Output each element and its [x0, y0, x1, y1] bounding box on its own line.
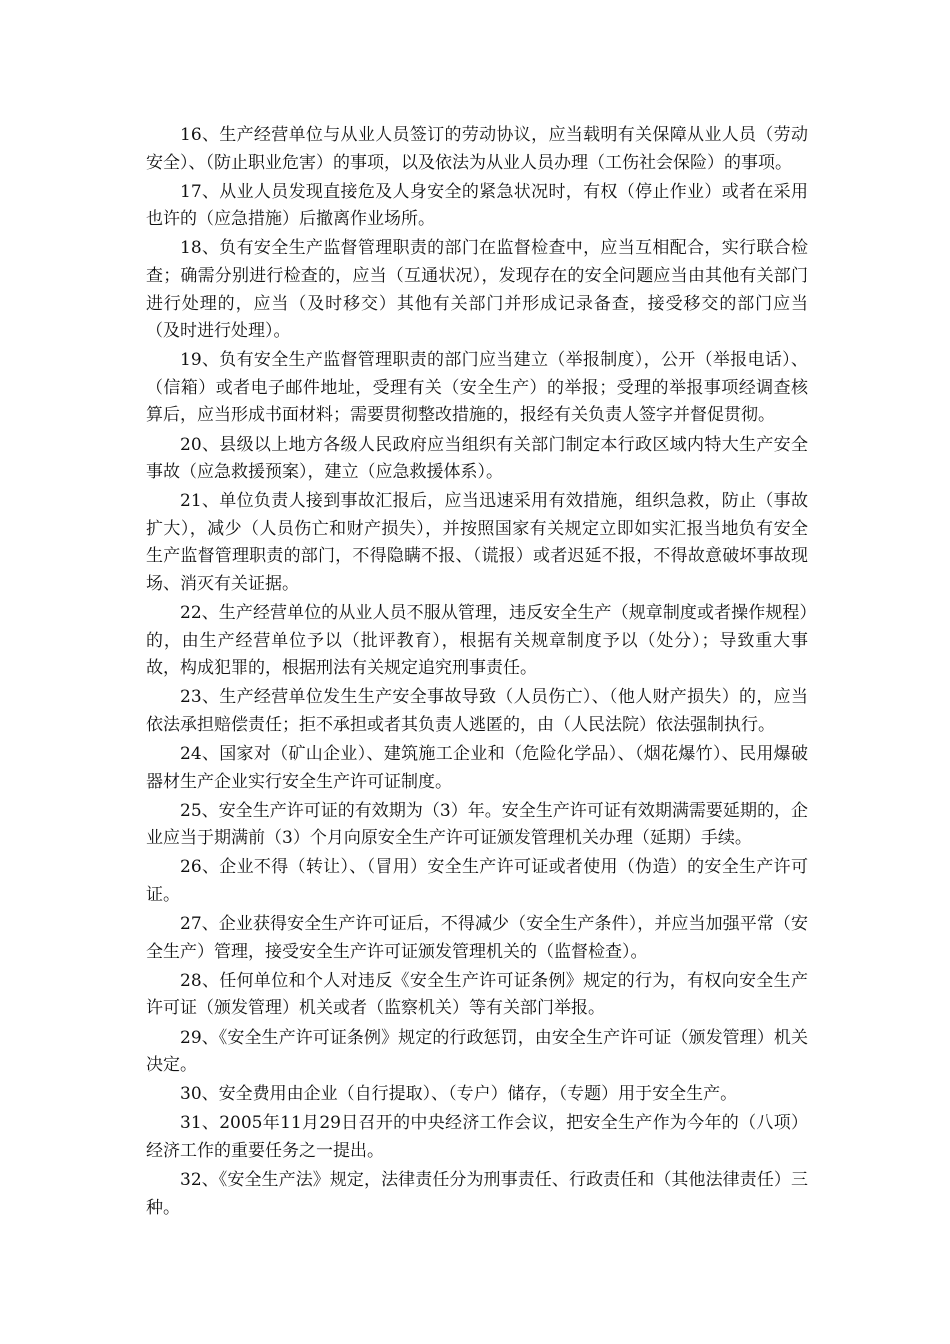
paragraph-25: 25、安全生产许可证的有效期为（3）年。安全生产许可证有效期满需要延期的，企业应当于期满前（3）个月向原安全生产许可证颁发管理机关办理（延期）手续。: [146, 800, 808, 849]
paragraph-24: 24、国家对（矿山企业）、建筑施工企业和（危险化学品）、（烟花爆竹）、民用爆破器材生产企业实行安全生产许可证制度。: [146, 744, 808, 792]
paragraph-23: 23、生产经营单位发生生产安全事故导致（人员伤亡）、（他人财产损失）的，应当依法承担赔偿责任；拒不承担或者其负责人逃匿的，由（人民法院）依法强制执行。: [146, 687, 808, 735]
paragraph-21: 21、单位负责人接到事故汇报后，应当迅速采用有效措施，组织急救，防止（事故扩大），减少（人员伤亡和财产损失），并按照国家有关规定立即如实汇报当地负有安全生产监督管理职责的部门，不得隐瞒不报、（谎报）或者迟延不报，不得故意破坏事故现场、消灭有关证据。: [146, 491, 808, 594]
paragraph-27: 27、企业获得安全生产许可证后，不得减少（安全生产条件），并应当加强平常（安全生产）管理，接受安全生产许可证颁发管理机关的（监督检查）。: [146, 914, 808, 962]
paragraph-17: 17、从业人员发现直接危及人身安全的紧急状况时，有权（停止作业）或者在采用也许的（应急措施）后撤离作业场所。: [146, 181, 808, 230]
paragraph-29: 29、《安全生产许可证条例》规定的行政惩罚，由安全生产许可证（颁发管理）机关决定。: [146, 1027, 808, 1076]
paragraph-19: 19、负有安全生产监督管理职责的部门应当建立（举报制度），公开（举报电话）、（信箱）或者电子邮件地址，受理有关（安全生产）的举报；受理的举报事项经调查核算后，应当形成书面材料；需要贯彻整改措施的，报经有关负责人签字并督促贯彻。: [146, 350, 808, 426]
paragraph-28: 28、任何单位和个人对违反《安全生产许可证条例》规定的行为，有权向安全生产许可证（颁发管理）机关或者（监察机关）等有关部门举报。: [146, 970, 808, 1019]
paragraph-26: 26、企业不得（转让）、（冒用）安全生产许可证或者使用（伪造）的安全生产许可证。: [146, 857, 808, 906]
paragraph-30: 30、安全费用由企业（自行提取）、（专户）储存，（专题）用于安全生产。: [180, 1084, 738, 1105]
document-body: [146, 122, 808, 1224]
paragraph-18: 18、负有安全生产监督管理职责的部门在监督检查中，应当互相配合，实行联合检查；确需分别进行检查的，应当（互通状况），发现存在的安全问题应当由其他有关部门进行处理的，应当（及时移交）其他有关部门并形成记录备查，接受移交的部门应当（及时进行处理）。: [146, 238, 808, 342]
paragraph-32: 32、《安全生产法》规定，法律责任分为刑事责任、行政责任和（其他法律责任）三种。: [146, 1169, 808, 1218]
paragraph-16: 16、生产经营单位与从业人员签订的劳动协议，应当载明有关保障从业人员（劳动安全）、（防止职业危害）的事项，以及依法为从业人员办理（工伤社会保险）的事项。: [146, 125, 808, 173]
paragraph-31: 31、2005年11月29日召开的中央经济工作会议，把安全生产作为今年的（八项）经济工作的重要任务之一提出。: [146, 1113, 808, 1161]
paragraph-20: 20、县级以上地方各级人民政府应当组织有关部门制定本行政区域内特大生产安全事故（应急救援预案），建立（应急救援体系）。: [146, 434, 808, 483]
paragraph-22: 22、生产经营单位的从业人员不服从管理，违反安全生产（规章制度或者操作规程）的，由生产经营单位予以（批评教育），根据有关规章制度予以（处分）；导致重大事故，构成犯罪的，根据刑法有关规定追究刑事责任。: [146, 603, 808, 679]
